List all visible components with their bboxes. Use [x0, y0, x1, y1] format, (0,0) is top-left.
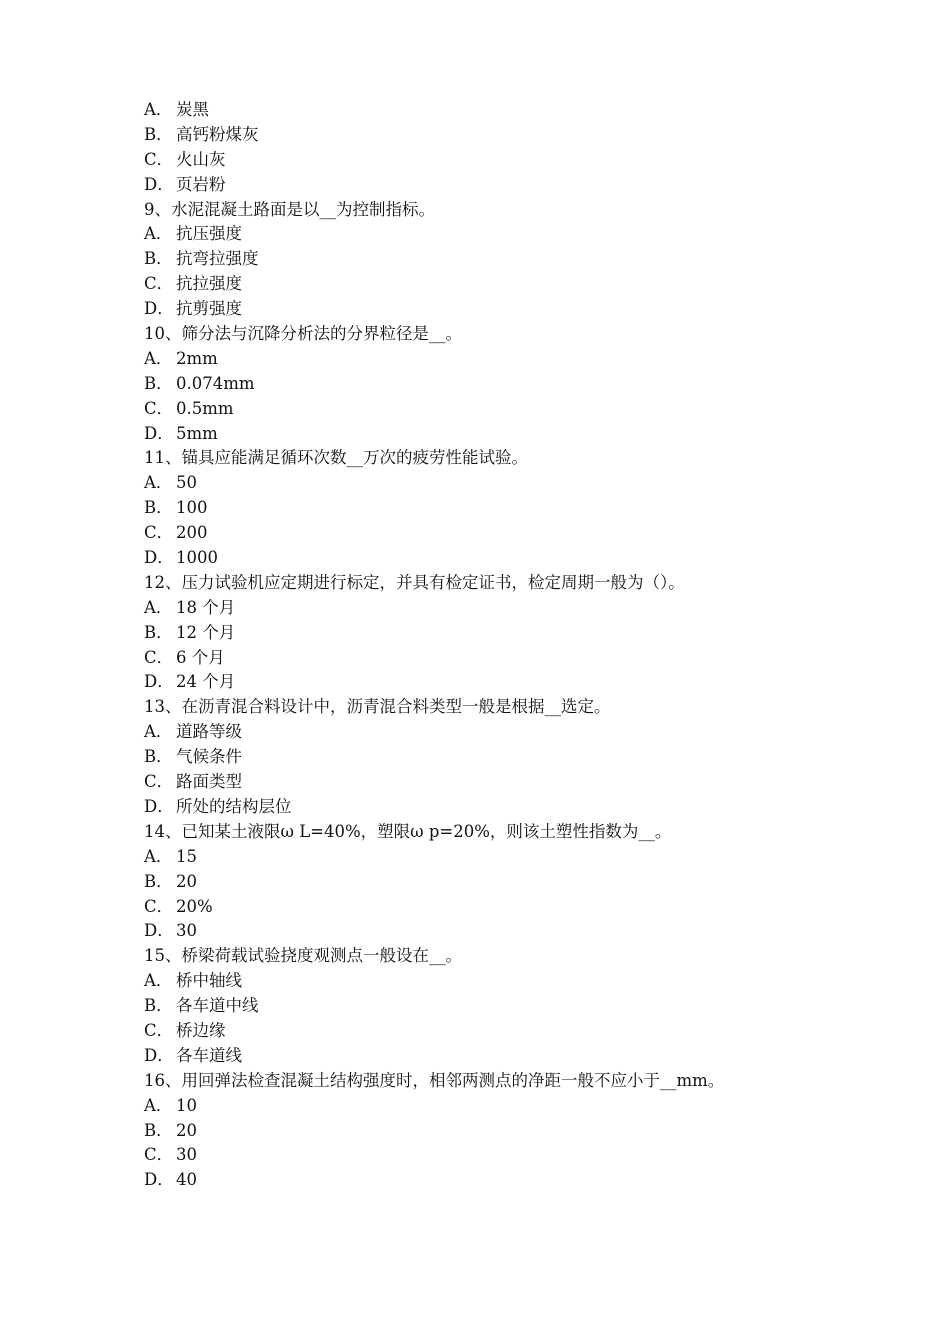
- option-text: 桥边缘: [176, 1020, 226, 1040]
- option-line: [144, 670, 904, 695]
- option-text: 40: [176, 1170, 197, 1190]
- document-page: [144, 98, 904, 1193]
- option-line: [144, 745, 904, 770]
- question-block: [144, 695, 904, 819]
- question-block: [144, 446, 904, 570]
- option-text: 0.074mm: [176, 373, 255, 393]
- option-line: [144, 870, 904, 895]
- option-letter: B．: [144, 747, 173, 767]
- option-text: 道路等级: [176, 722, 242, 742]
- option-line: [144, 1168, 904, 1193]
- option-text: 100: [176, 498, 208, 518]
- option-letter: C．: [144, 647, 174, 667]
- option-line: [144, 795, 904, 820]
- option-text: 抗拉强度: [176, 274, 242, 294]
- question-stem: 12、压力试验机应定期进行标定，并具有检定证书，检定周期一般为（）。: [144, 572, 685, 592]
- option-text: 0.5mm: [176, 398, 234, 418]
- option-line: [144, 247, 904, 272]
- question-stem: 9、水泥混凝土路面是以__为控制指标。: [144, 199, 435, 219]
- question-stem: 14、已知某土液限ω L=40%，塑限ω p=20%，则该土塑性指数为__。: [144, 821, 672, 841]
- option-letter: B．: [144, 996, 173, 1016]
- option-text: 所处的结构层位: [176, 796, 292, 816]
- option-text: 15: [176, 846, 197, 866]
- option-letter: B．: [144, 124, 173, 144]
- option-line: [144, 521, 904, 546]
- lead-options: [144, 98, 904, 198]
- option-letter: A．: [144, 597, 173, 617]
- option-line: [144, 720, 904, 745]
- option-text: 200: [176, 523, 208, 543]
- option-letter: B．: [144, 249, 173, 269]
- option-text: 12 个月: [176, 622, 236, 642]
- option-letter: B．: [144, 373, 173, 393]
- option-letter: D．: [144, 548, 174, 568]
- option-text: 5mm: [176, 423, 218, 443]
- option-letter: A．: [144, 473, 173, 493]
- option-line: [144, 123, 904, 148]
- option-line: [144, 969, 904, 994]
- option-letter: A．: [144, 846, 173, 866]
- option-text: 高钙粉煤灰: [176, 124, 259, 144]
- option-letter: A．: [144, 971, 173, 991]
- option-line: [144, 148, 904, 173]
- option-text: 18 个月: [176, 597, 236, 617]
- option-line: [144, 173, 904, 198]
- option-letter: B．: [144, 622, 173, 642]
- option-line: [144, 496, 904, 521]
- question-stem: 10、筛分法与沉降分析法的分界粒径是__。: [144, 324, 462, 344]
- option-letter: C．: [144, 523, 174, 543]
- option-letter: D．: [144, 796, 174, 816]
- option-letter: A．: [144, 224, 173, 244]
- question-block: [144, 820, 904, 944]
- option-letter: C．: [144, 772, 174, 792]
- option-line: [144, 1019, 904, 1044]
- option-letter: C．: [144, 149, 174, 169]
- question-stem: 11、锚具应能满足循环次数__万次的疲劳性能试验。: [144, 448, 528, 468]
- option-line: [144, 1044, 904, 1069]
- option-text: 6 个月: [176, 647, 225, 667]
- option-line: [144, 272, 904, 297]
- option-text: 30: [176, 1145, 197, 1165]
- question-block: [144, 322, 904, 446]
- option-text: 20: [176, 1120, 197, 1140]
- option-letter: B．: [144, 871, 173, 891]
- option-line: [144, 1119, 904, 1144]
- option-letter: C．: [144, 1020, 174, 1040]
- option-letter: A．: [144, 348, 173, 368]
- option-text: 抗剪强度: [176, 299, 242, 319]
- option-line: [144, 372, 904, 397]
- option-text: 路面类型: [176, 772, 242, 792]
- option-text: 24 个月: [176, 672, 236, 692]
- question-block: [144, 198, 904, 322]
- option-letter: D．: [144, 423, 174, 443]
- option-letter: C．: [144, 274, 174, 294]
- option-line: [144, 222, 904, 247]
- option-letter: C．: [144, 398, 174, 418]
- option-line: [144, 397, 904, 422]
- option-text: 30: [176, 921, 197, 941]
- option-letter: B．: [144, 498, 173, 518]
- question-block: [144, 571, 904, 695]
- option-text: 各车道线: [176, 1045, 242, 1065]
- option-line: [144, 471, 904, 496]
- option-letter: D．: [144, 1170, 174, 1190]
- option-text: 各车道中线: [176, 996, 259, 1016]
- question-list: [144, 198, 904, 1194]
- option-line: [144, 845, 904, 870]
- option-letter: B．: [144, 1120, 173, 1140]
- option-line: [144, 98, 904, 123]
- option-line: [144, 895, 904, 920]
- option-line: [144, 994, 904, 1019]
- option-letter: A．: [144, 722, 173, 742]
- option-text: 20%: [176, 896, 213, 916]
- question-block: [144, 1069, 904, 1193]
- question-stem: 13、在沥青混合料设计中，沥青混合料类型一般是根据__选定。: [144, 697, 611, 717]
- option-line: [144, 596, 904, 621]
- option-text: 抗弯拉强度: [176, 249, 259, 269]
- option-letter: C．: [144, 1145, 174, 1165]
- question-stem: 15、桥梁荷载试验挠度观测点一般设在__。: [144, 946, 462, 966]
- option-line: [144, 770, 904, 795]
- option-text: 气候条件: [176, 747, 242, 767]
- option-line: [144, 1094, 904, 1119]
- option-text: 抗压强度: [176, 224, 242, 244]
- option-text: 2mm: [176, 348, 218, 368]
- option-letter: D．: [144, 672, 174, 692]
- option-text: 50: [176, 473, 197, 493]
- option-letter: A．: [144, 100, 173, 119]
- option-line: [144, 646, 904, 671]
- option-text: 页岩粉: [176, 174, 226, 194]
- option-letter: A．: [144, 1095, 173, 1115]
- option-text: 20: [176, 871, 197, 891]
- option-letter: C．: [144, 896, 174, 916]
- option-text: 桥中轴线: [176, 971, 242, 991]
- option-line: [144, 1143, 904, 1168]
- option-text: 1000: [176, 548, 218, 568]
- option-letter: D．: [144, 921, 174, 941]
- option-line: [144, 297, 904, 322]
- option-letter: D．: [144, 1045, 174, 1065]
- option-letter: D．: [144, 299, 174, 319]
- option-line: [144, 422, 904, 447]
- question-block: [144, 944, 904, 1068]
- option-text: 10: [176, 1095, 197, 1115]
- option-line: [144, 621, 904, 646]
- question-stem: 16、用回弹法检查混凝土结构强度时，相邻两测点的净距一般不应小于__mm。: [144, 1070, 725, 1090]
- option-text: 炭黑: [176, 100, 209, 119]
- option-line: [144, 919, 904, 944]
- option-line: [144, 546, 904, 571]
- option-letter: D．: [144, 174, 174, 194]
- option-line: [144, 347, 904, 372]
- option-text: 火山灰: [176, 149, 226, 169]
